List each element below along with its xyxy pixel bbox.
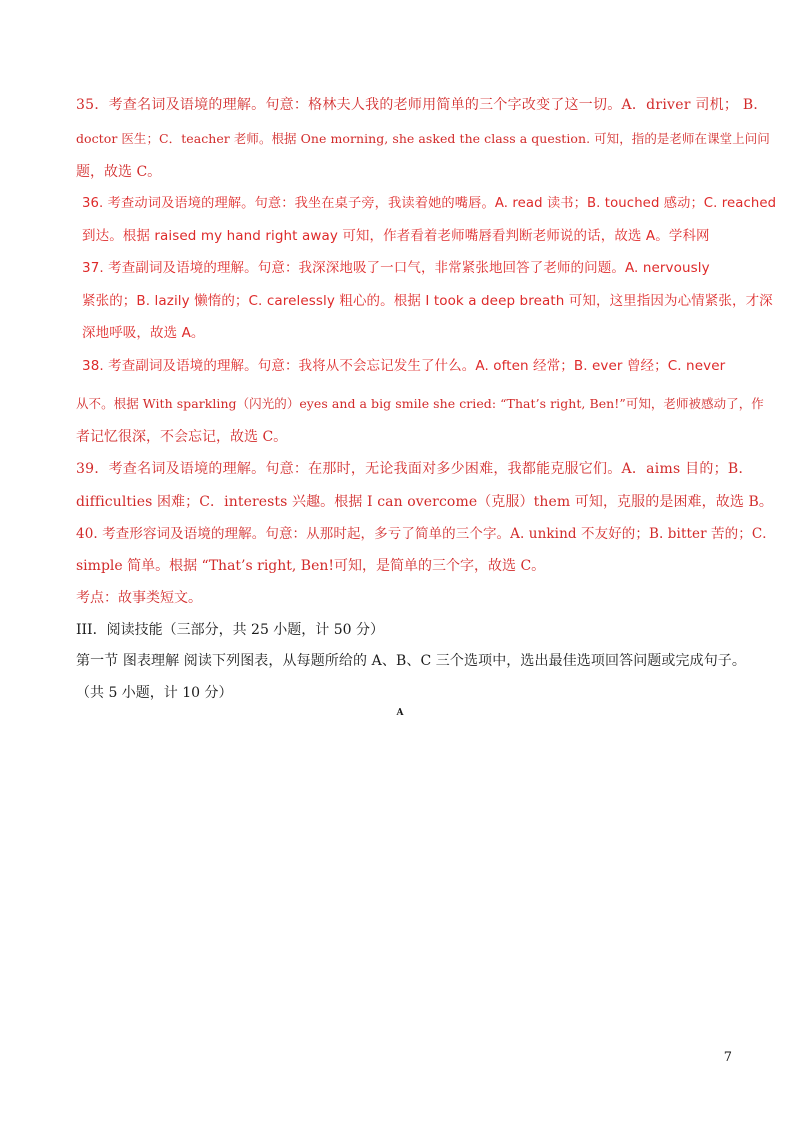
knowledge-point: 考点：故事类短文。 [76, 590, 202, 606]
section-heading: III．阅读技能（三部分，共 25 小题，计 50 分） [76, 622, 385, 638]
answer-40-line-2: simple 简单。根据 “That’s right, Ben!可知，是简单的三个字，故选 C。 [76, 558, 546, 574]
answer-37-line-1: 37. 考查副词及语境的理解。句意：我深深地吸了一口气，非常紧张地回答了老师的问题。A. nervously [82, 260, 710, 276]
answer-40-line-1: 40. 考查形容词及语境的理解。句意：从那时起，多亏了简单的三个字。A. unkind 不友好的；B. bitter 苦的；C． [76, 526, 776, 542]
answer-38-line-2: 从不。根据 With sparkling（闪光的）eyes and a big smile she cried: “That’s right, Ben!”可知，老师被感动了，作 [76, 396, 764, 411]
answer-35-line-1: 35．考查名词及语境的理解。句意：格林夫人我的老师用简单的三个字改变了这一切。A．driver 司机； B． [76, 97, 768, 113]
answer-36-line-2: 到达。根据 raised my hand right away 可知，作者看着老师嘴唇看判断老师说的话，故选 A。学科网 [82, 228, 710, 244]
answer-37-line-3: 深地呼吸，故选 A。 [82, 325, 205, 341]
answer-39-line-1: 39．考查名词及语境的理解。句意：在那时，无论我面对多少困难，我都能克服它们。A．aims 目的；B． [76, 461, 753, 477]
page-number: 7 [723, 1050, 732, 1065]
answer-36-line-1: 36. 考查动词及语境的理解。句意：我坐在桌子旁，我读着她的嘴唇。A. read 读书；B. touched 感动；C. reached [82, 196, 777, 211]
section-instructions-line-1: 第一节 图表理解 阅读下列图表，从每题所给的 A、B、C 三个选项中，选出最佳选项回答问题或完成句子。 [76, 653, 747, 669]
section-instructions-line-2: （共 5 小题，计 10 分） [76, 685, 233, 701]
answer-37-line-2: 紧张的；B. lazily 懒惰的；C. carelessly 粗心的。根据 I took a deep breath 可知，这里指因为心情紧张，才深 [82, 293, 773, 309]
answer-35-line-2: doctor 医生；C．teacher 老师。根据 One morning, she asked the class a question. 可知，指的是老师在课堂上问问 [76, 131, 770, 146]
answer-38-line-3: 者记忆很深，不会忘记，故选 C。 [76, 429, 288, 445]
answer-39-line-2: difficulties 困难；C．interests 兴趣。根据 I can overcome（克服）them 可知，克服的是困难，故选 B。 [76, 494, 773, 510]
answer-38-line-1: 38. 考查副词及语境的理解。句意：我将从不会忘记发生了什么。A. often 经常；B. ever 曾经；C. never [82, 358, 726, 374]
section-label: A [396, 708, 404, 718]
answer-35-line-3: 题，故选 C。 [76, 164, 162, 180]
